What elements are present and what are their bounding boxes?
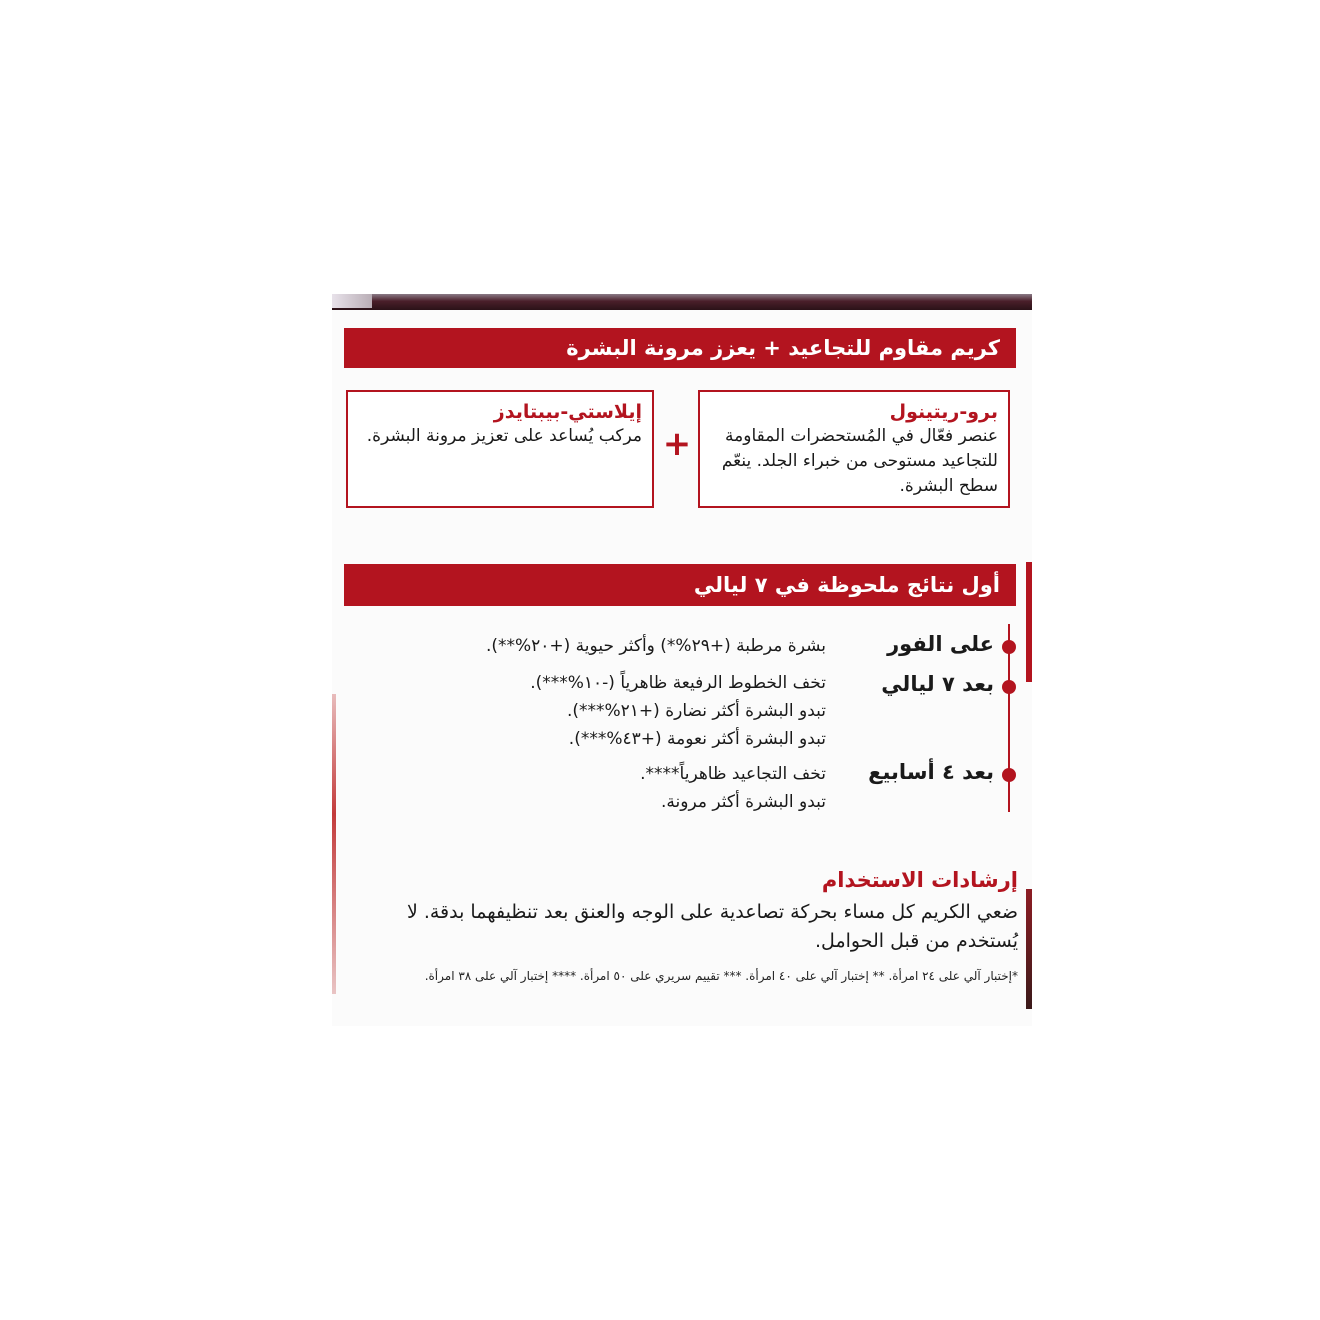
pro-retinol-box bbox=[698, 390, 1010, 508]
timeline-dot-icon bbox=[1002, 640, 1016, 654]
footnote: *إختبار آلي على ٢٤ امرأة. ** إختبار آلي على ٤٠ امرأة. *** تقييم سريري على ٥٠ امرأة. **** إختبار آلي على ٣٨ امرأة. bbox=[424, 969, 1018, 983]
timeline-label: بعد ٤ أسابيع bbox=[868, 760, 994, 784]
pro-retinol-text: عنصر فعّال في المُستحضرات المقاومة للتجاعيد مستوحى من خبراء الجلد. ينعّم سطح البشرة. bbox=[721, 426, 998, 496]
timeline-text bbox=[386, 669, 826, 753]
timeline-dot-icon bbox=[1002, 768, 1016, 782]
elasti-peptides-box bbox=[346, 390, 654, 508]
usage-title: إرشادات الاستخدام bbox=[821, 868, 1018, 892]
main-claim-banner: كريم مقاوم للتجاعيد + يعزز مرونة البشرة bbox=[344, 328, 1016, 368]
timeline-line-text: تبدو البشرة أكثر نعومة (+٤٣%***). bbox=[568, 729, 826, 749]
timeline-label: بعد ٧ ليالي bbox=[881, 672, 994, 696]
pro-retinol-title: برو-ريتينول bbox=[889, 401, 998, 423]
package-edge-strip bbox=[332, 694, 336, 994]
package-top-edge bbox=[332, 294, 1032, 310]
timeline-line-text: تبدو البشرة أكثر نضارة (+٢١%***). bbox=[566, 701, 826, 721]
package-top-edge-highlight bbox=[332, 294, 372, 308]
results-banner: أول نتائج ملحوظة في ٧ ليالي bbox=[344, 564, 1016, 606]
timeline-label: على الفور bbox=[887, 632, 994, 656]
timeline-line-text: تخف التجاعيد ظاهرياً****. bbox=[640, 764, 826, 784]
package-edge-strip bbox=[1026, 562, 1032, 682]
plus-icon: + bbox=[662, 424, 692, 464]
timeline-line-text: بشرة مرطبة (+٢٩%*) وأكثر حيوية (+٢٠%**). bbox=[485, 636, 826, 656]
timeline-dot-icon bbox=[1002, 680, 1016, 694]
timeline-text bbox=[386, 760, 826, 816]
elasti-peptides-text: مركب يُساعد على تعزيز مرونة البشرة. bbox=[366, 426, 642, 446]
timeline-line-text: تخف الخطوط الرفيعة ظاهرياً (-١٠%***). bbox=[530, 673, 826, 693]
timeline-line-text: تبدو البشرة أكثر مرونة. bbox=[661, 792, 826, 812]
usage-text: ضعي الكريم كل مساء بحركة تصاعدية على الوجه والعنق بعد تنظيفهما بدقة. لا يُستخدم من قبل الحوامل. bbox=[406, 901, 1018, 952]
timeline-text bbox=[386, 632, 826, 660]
elasti-peptides-title: إيلاستي-بيبتايدز bbox=[493, 401, 642, 423]
package-side-panel bbox=[332, 294, 1032, 1026]
package-edge-strip bbox=[1026, 889, 1032, 1009]
